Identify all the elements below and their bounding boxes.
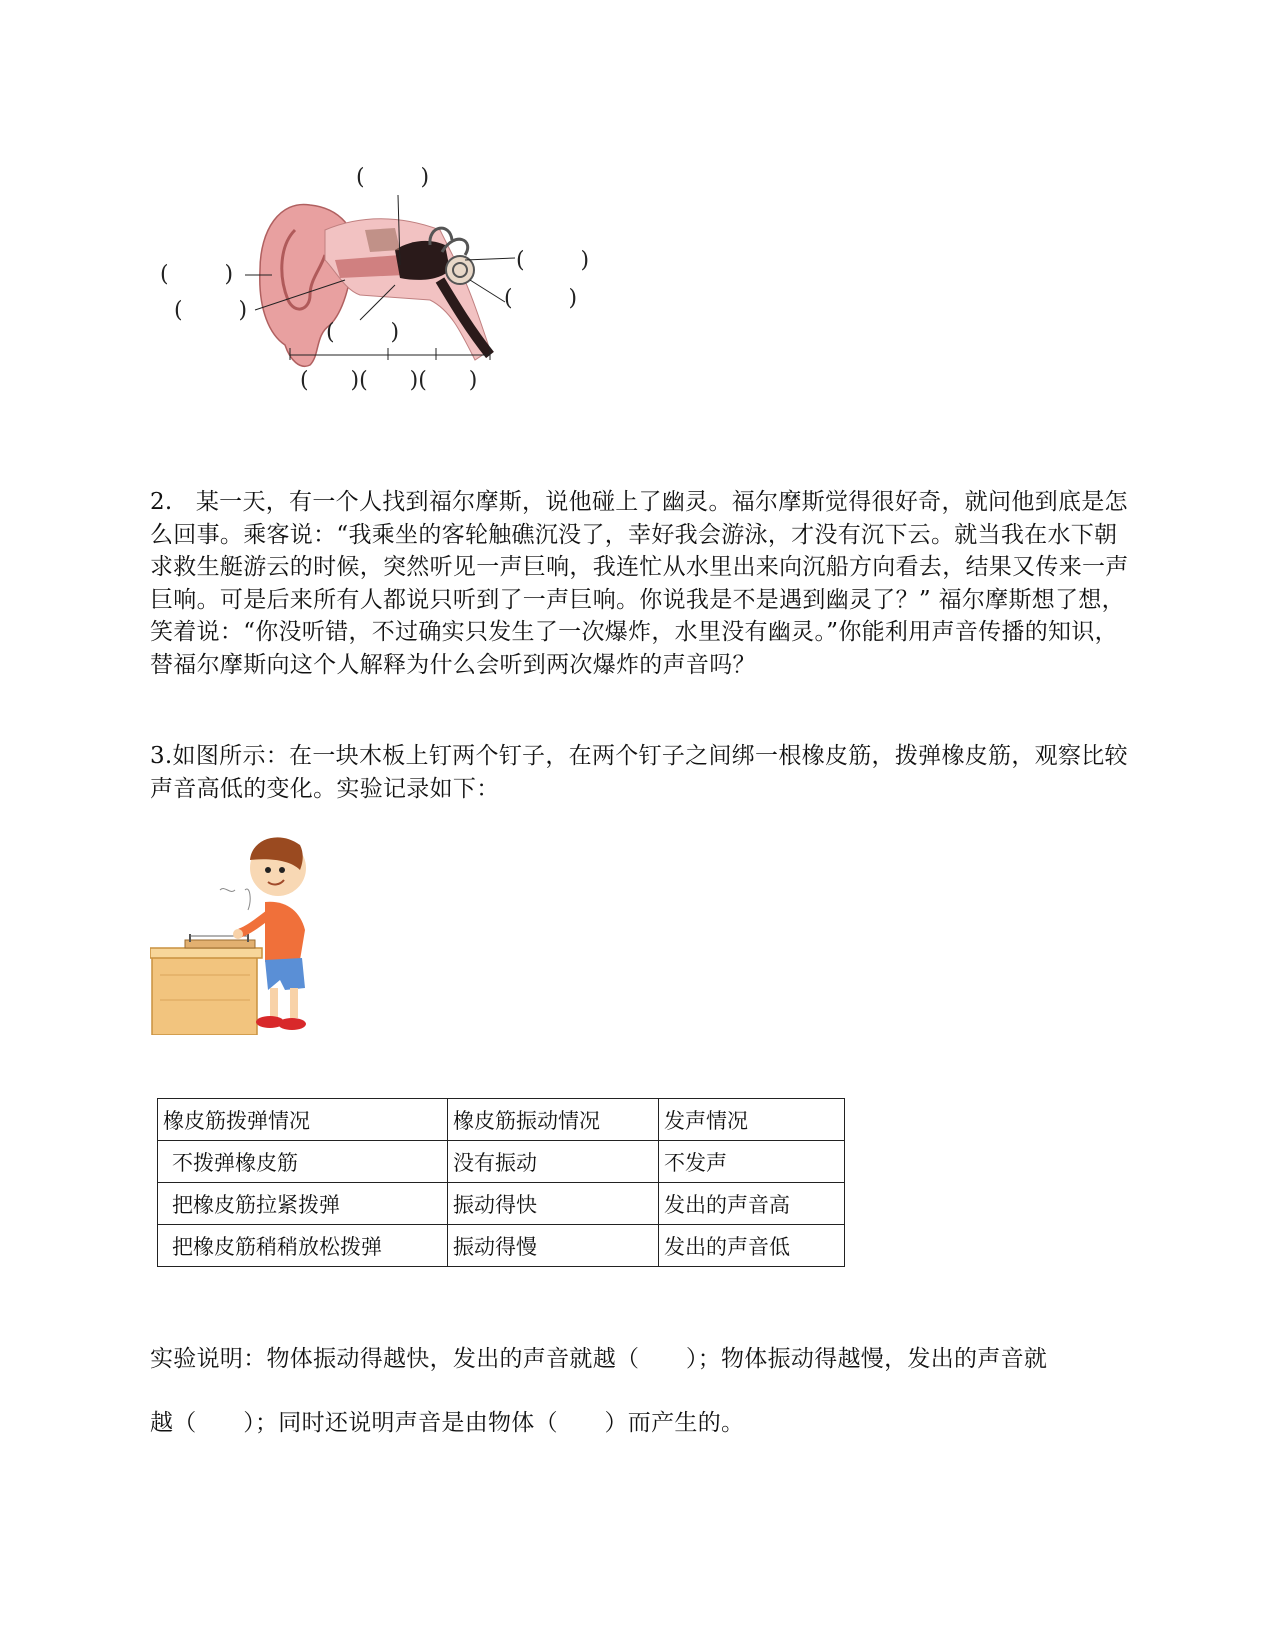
table-cell: 不发声 <box>659 1141 845 1183</box>
conclusion-line-2: 越（ ）；同时还说明声音是由物体（ ）而产生的。 <box>150 1410 745 1436</box>
table-row <box>158 1183 845 1225</box>
table-header-cell: 发声情况 <box>659 1099 845 1141</box>
experiment-illustration <box>150 830 312 1035</box>
table-header-row <box>158 1099 845 1141</box>
blank-label: ( ) <box>174 298 248 323</box>
table-cell: 把橡皮筋稍稍放松拨弹 <box>158 1225 448 1267</box>
blank-label: ( ) <box>356 165 430 190</box>
table-cell: 振动得快 <box>448 1183 659 1225</box>
experiment-record-table <box>157 1098 845 1267</box>
table-cell: 把橡皮筋拉紧拨弹 <box>158 1183 448 1225</box>
ear-diagram <box>160 160 640 400</box>
table-cell: 振动得慢 <box>448 1225 659 1267</box>
question-2: 2. 某一天，有一个人找到福尔摩斯，说他碰上了幽灵。福尔摩斯觉得很好奇，就问他到底是怎么回事。乘客说：“我乘坐的客轮触礁沉没了，幸好我会游泳，才没有沉下云。就当我在水下朝求救生艇游云的时候，突然听见一声巨响，我连忙从水里出来向沉船方向看去，结果又传来一声巨响。可是后来所有人都说只听到了一声巨响。你说我是不是遇到幽灵了？” 福尔摩斯想了想，笑着说：“你没听错，不过确实只发生了一次爆炸，水里没有幽灵。”你能利用声音传播的知识，替福尔摩斯向这个人解释为什么会听到两次爆炸的声音吗？ <box>150 489 1129 678</box>
blank-label: ( ) <box>504 286 578 311</box>
boy-plucking-rubber-band-icon <box>150 830 312 1035</box>
blank-label: ( ) <box>326 320 400 345</box>
table-header-cell: 橡皮筋振动情况 <box>448 1099 659 1141</box>
table-cell: 发出的声音低 <box>659 1225 845 1267</box>
table-row <box>158 1225 845 1267</box>
table-row <box>158 1141 845 1183</box>
blank-label: ( ) <box>516 248 590 273</box>
blank-label: ( )( )( ) <box>300 368 478 393</box>
conclusion-line-1: 实验说明：物体振动得越快，发出的声音就越（ ）；物体振动得越慢，发出的声音就 <box>150 1346 1048 1372</box>
table-header-cell: 橡皮筋拨弹情况 <box>158 1099 448 1141</box>
table-cell: 没有振动 <box>448 1141 659 1183</box>
blank-label: ( ) <box>160 262 234 287</box>
question-3: 3.如图所示：在一块木板上钉两个钉子，在两个钉子之间绑一根橡皮筋，拨弹橡皮筋，观察比较声音高低的变化。实验记录如下： <box>150 743 1128 802</box>
table-cell: 不拨弹橡皮筋 <box>158 1141 448 1183</box>
table-cell: 发出的声音高 <box>659 1183 845 1225</box>
